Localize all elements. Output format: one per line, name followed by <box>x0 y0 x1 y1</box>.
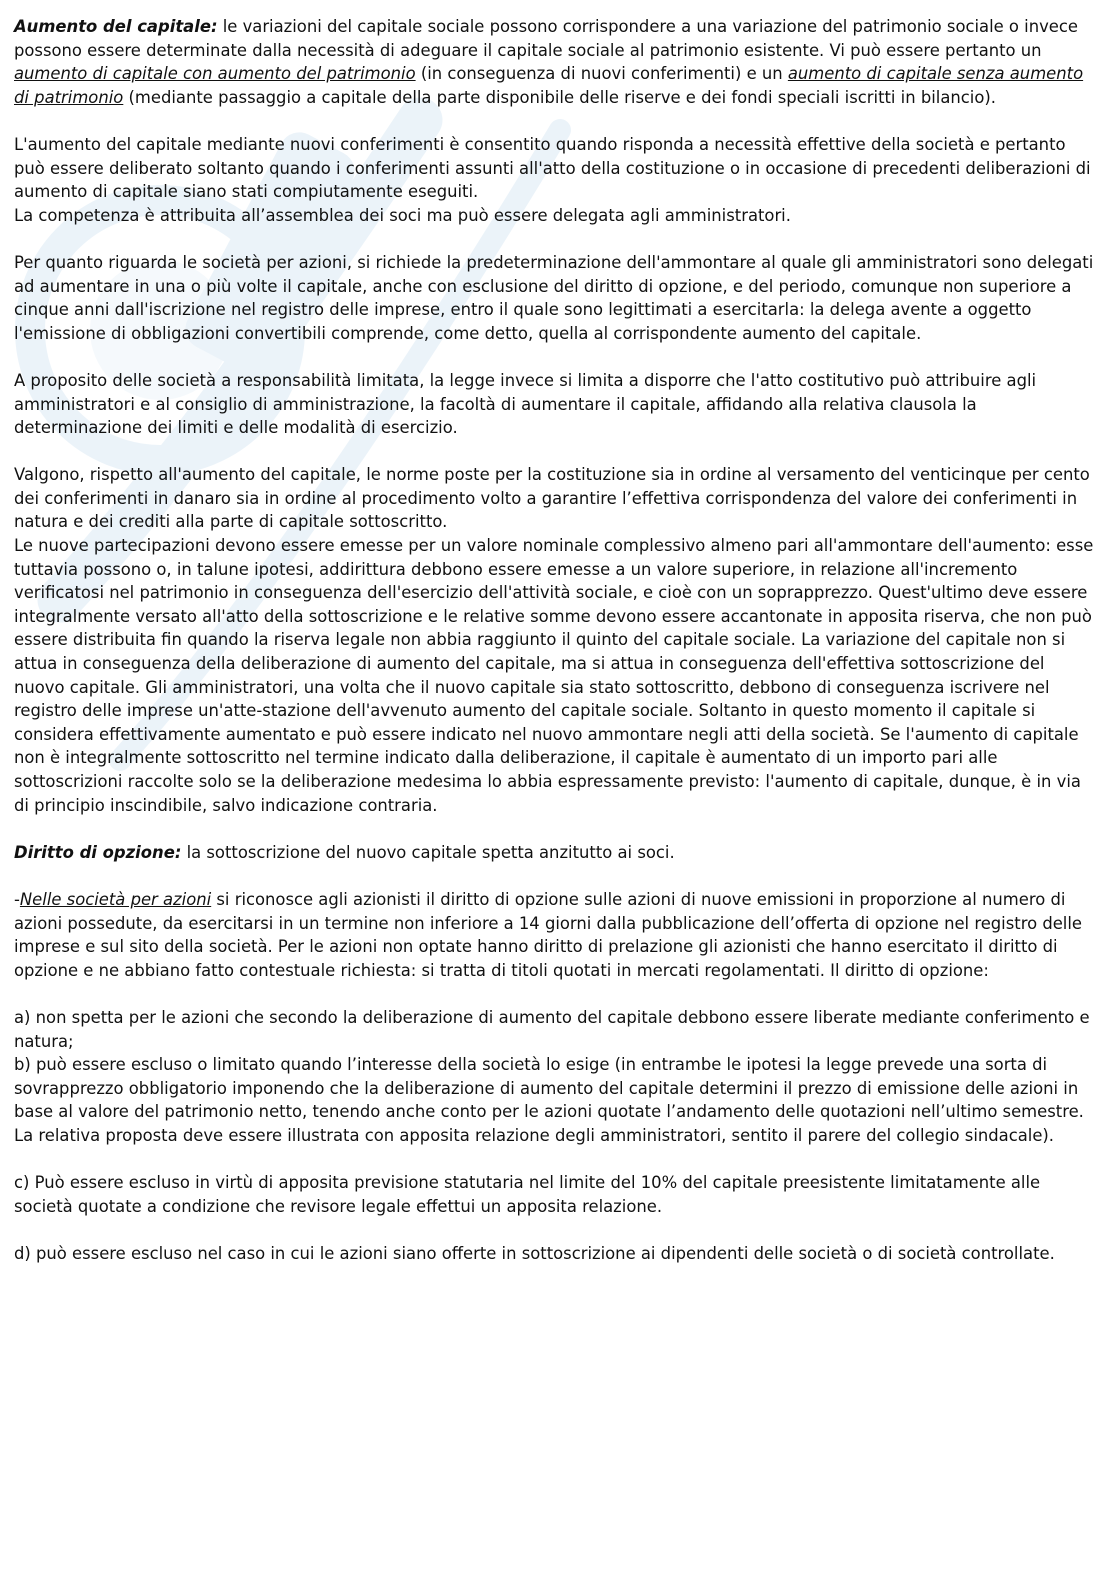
text-segment: si riconosce agli azionisti il diritto di opzione sulle azioni di nuove emissioni in proporzione al numero di azioni possedute, da esercitarsi in un termine non inferiore a 14 giorni dalla pubblicazione dell’offerta di opzione nel registro delle imprese e sul sito della società. Per le azioni non optate hanno diritto di prelazione gli azionisti che hanno esercitato il diritto di opzione e ne abbiano fatto contestuale richiesta: si tratta di titoli quotati in mercati regolamentati. Il diritto di opzione: <box>14 889 1082 980</box>
term-aumento-con-patrimonio: aumento di capitale con aumento del patrimonio <box>14 64 416 84</box>
paragraph-nuove-partecipazioni: Le nuove partecipazioni devono essere emesse per un valore nominale complessivo almeno pari all'ammontare dell'aumento: esse tuttavia possono o, in talune ipotesi, addirittura debbono essere emesse a un valore superiore, in relazione all'incremento verificatosi nel patrimonio in conseguenza dell'esercizio dell'attività sociale, e cioè con un soprapprezzo. Quest'ultimo deve essere integralmente versato all'atto della sottoscrizione e le relative somme devono essere accantonate in apposita riserva, che non può essere distribuita fin quando la riserva legale non abbia raggiunto il quinto del capitale sociale. La variazione del capitale non si attua in conseguenza della deliberazione di aumento del capitale, ma si attua in conseguenza dell'effettiva sottoscrizione del nuovo capitale. Gli amministratori, una volta che il nuovo capitale sia stato sottoscritto, debbono di conseguenza iscrivere nel registro delle imprese un'atte-stazione dell'avvenuto aumento del capitale sociale. Soltanto in questo momento il capitale si considera effettivamente aumentato e può essere indicato nel nuovo ammontare negli atti della società. Se l'aumento di capitale non è integralmente sottoscritto nel termine indicato dalla deliberazione, il capitale è aumentato di un importo pari alle sottoscrizioni raccolte solo se la deliberazione medesima lo abbia espressamente previsto: l'aumento di capitale, dunque, è in via di principio inscindibile, salvo indicazione contraria. <box>14 536 1094 815</box>
paragraph-aumento-capitale <box>14 15 1094 109</box>
text-segment: le variazioni del capitale sociale possono corrispondere a una variazione del patrimonio sociale o invece possono essere determinate dalla necessità di adeguare il capitale sociale al patrimonio esistente. Vi può essere pertanto un <box>14 17 1078 60</box>
paragraph-diritto-opzione <box>14 841 1094 865</box>
list-item-a: a) non spetta per le azioni che secondo la deliberazione di aumento del capitale debbono essere liberate mediante conferimento e natura; <box>14 1007 1090 1051</box>
list-item-b: b) può essere escluso o limitato quando l’interesse della società lo esige (in entrambe le ipotesi la legge prevede una sorta di sovrapprezzo obbligatorio imponendo che la deliberazione di aumento del capitale determini il prezzo di emissione delle azioni in base al valore del patrimonio netto, tenendo anche conto per le azioni quotate l’andamento delle quotazioni nell’ultimo semestre. La relativa proposta deve essere illustrata con apposita relazione degli amministratori, sentito il parere del collegio sindacale). <box>14 1055 1084 1145</box>
paragraph-societa-per-azioni: Per quanto riguarda le società per azioni, si richiede la predeterminazione dell'ammontare al quale gli amministratori sono delegati ad aumentare in una o più volte il capitale, anche con esclusione del diritto di opzione, e del periodo, comunque non superiore a cinque anni dall'iscrizione nel registro delle imprese, entro il quale sono legittimati a esercitarla: la delega avente a oggetto l'emissione di obbligazioni convertibili comprende, come detto, quella al corrispondente aumento del capitale. <box>14 252 1094 343</box>
paragraph-norme-costituzione: Valgono, rispetto all'aumento del capitale, le norme poste per la costituzione sia in ordine al versamento del venticinque per cento dei conferimenti in danaro sia in ordine al procedimento volto a garantire l’effettiva corrispondenza del valore dei conferimenti in natura e dei crediti alla parte di capitale sottoscritto. <box>14 465 1090 532</box>
dash-marker: - <box>14 889 20 909</box>
paragraph-spa-opzione <box>14 888 1094 982</box>
text-segment: la sottoscrizione del nuovo capitale spetta anzitutto ai soci. <box>181 842 675 862</box>
paragraph-competenza: La competenza è attribuita all’assemblea dei soci ma può essere delegata agli amministratori. <box>14 205 791 225</box>
list-item-d: d) può essere escluso nel caso in cui le azioni siano offerte in sottoscrizione ai dipendenti delle società o di società controllate. <box>14 1243 1055 1263</box>
list-item-c: c) Può essere escluso in virtù di apposita previsione statutaria nel limite del 10% del capitale preesistente limitatamente alle società quotate a condizione che revisore legale effettui un apposita relazione. <box>14 1173 1041 1216</box>
document-body <box>14 15 1094 1265</box>
heading-diritto-opzione: Diritto di opzione: <box>14 842 182 862</box>
text-segment: (mediante passaggio a capitale della parte disponibile delle riserve e dei fondi speciali iscritti in bilancio). <box>123 87 996 107</box>
heading-aumento-capitale: Aumento del capitale: <box>14 17 218 36</box>
term-nelle-spa: Nelle società per azioni <box>19 889 212 909</box>
paragraph-nuovi-conferimenti: L'aumento del capitale mediante nuovi conferimenti è consentito quando risponda a necessità effettive della società e pertanto può essere deliberato soltanto quando i conferimenti assunti all'atto della costituzione o in occasione di precedenti deliberazioni di aumento di capitale siano stati compiutamente eseguiti. <box>14 134 1091 202</box>
term-aumento-senza-patrimonio: aumento di capitale senza aumento di patrimonio <box>14 64 1084 107</box>
text-segment: (in conseguenza di nuovi conferimenti) e un <box>415 64 788 84</box>
paragraph-srl: A proposito delle società a responsabilità limitata, la legge invece si limita a disporre che l'atto costitutivo può attribuire agli amministratori e al consiglio di amministrazione, la facoltà di aumentare il capitale, affidando alla relativa clausola la determinazione dei limiti e delle modalità di esercizio. <box>14 370 1037 438</box>
